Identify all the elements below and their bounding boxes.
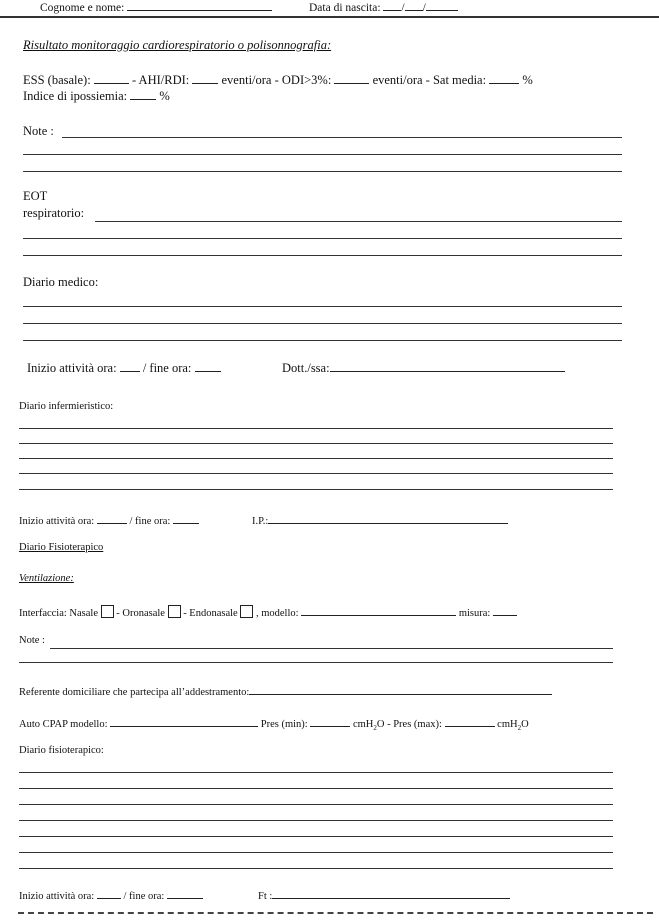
infermieristico-line[interactable] (19, 443, 613, 444)
sat-field[interactable] (489, 72, 519, 84)
interfaccia-row: Interfaccia: Nasale - Oronasale - Endonasale , modello: misura: (19, 604, 517, 619)
dob-day-field[interactable] (383, 0, 401, 11)
fisio-diario-line[interactable] (19, 820, 613, 821)
ahi-field[interactable] (192, 72, 218, 84)
referente-row: Referente domiciliare che partecipa all’addestramento: (19, 683, 552, 698)
diario-medico-title: Diario medico: (23, 275, 99, 289)
ess-field[interactable] (94, 72, 129, 84)
inf-end-field[interactable] (173, 512, 199, 524)
ip-field[interactable] (268, 512, 508, 524)
fisio-start-field[interactable] (97, 887, 121, 899)
eot-label: EOT (23, 189, 48, 203)
medico-line[interactable] (23, 306, 622, 307)
dob-row: Data di nascita: / / (309, 0, 458, 14)
fisio-diario-line[interactable] (19, 788, 613, 789)
endonasale-checkbox[interactable] (240, 605, 253, 618)
fisio-times-row: Inizio attività ora: / fine ora: (19, 887, 203, 902)
dott-field[interactable] (330, 360, 565, 372)
ipossiemia-field[interactable] (130, 88, 156, 100)
ft-row: Ft : (258, 887, 510, 902)
modello-field[interactable] (301, 604, 456, 616)
unit-cmh2o: cmH$_2$O (497, 719, 529, 733)
nasale-checkbox[interactable] (101, 605, 114, 618)
medico-start-field[interactable] (120, 360, 140, 372)
diario-fisio-label: Diario fisioterapico: (19, 745, 104, 756)
autocpap-model-field[interactable] (110, 715, 258, 727)
note-label: Note : (23, 124, 54, 138)
fisio-note-label: Note : (19, 635, 45, 646)
pres-min-field[interactable] (310, 715, 350, 727)
fisio-diario-line[interactable] (19, 836, 613, 837)
fisio-diario-line[interactable] (19, 868, 613, 869)
ventilazione-title: Ventilazione: (19, 573, 74, 584)
page-footer-divider (18, 912, 653, 914)
referente-field[interactable] (249, 683, 552, 695)
name-label: Cognome e nome: (40, 2, 125, 14)
medico-end-field[interactable] (195, 360, 221, 372)
eot-respiratorio-label: respiratorio: (23, 206, 85, 220)
name-field[interactable] (127, 0, 272, 11)
infermieristico-line[interactable] (19, 428, 613, 429)
infermieristico-line[interactable] (19, 473, 613, 474)
fisio-note-line[interactable] (50, 648, 613, 649)
medico-line[interactable] (23, 340, 622, 341)
infermieristico-line[interactable] (19, 489, 613, 490)
fisio-note-line[interactable] (19, 662, 613, 663)
unit-cmh2o: cmH$_2$O (352, 719, 385, 733)
diario-infermieristico-title: Diario infermieristico: (19, 401, 114, 412)
monitoring-title: Risultato monitoraggio cardiorespiratorio o polisonnografia: (23, 38, 332, 52)
header-divider (0, 16, 659, 18)
infermieristico-line[interactable] (19, 458, 613, 459)
note-line[interactable] (23, 171, 622, 172)
autocpap-row: Auto CPAP modello: Pres (min): cmH$_2$O - Pres (max): cmH$_2$O (19, 715, 529, 732)
ess-row: ESS (basale): - AHI/RDI: eventi/ora - ODI>3%: eventi/ora - Sat media: % (23, 73, 533, 87)
ft-field[interactable] (272, 887, 510, 899)
oronasale-checkbox[interactable] (168, 605, 181, 618)
diario-fisioterapico-title: Diario Fisioterapico (19, 542, 104, 553)
pres-max-field[interactable] (445, 715, 495, 727)
dob-year-field[interactable] (426, 0, 458, 11)
fisio-diario-line[interactable] (19, 804, 613, 805)
ip-row: I.P.: (252, 512, 508, 527)
fisio-end-field[interactable] (167, 887, 203, 899)
inf-start-field[interactable] (97, 512, 127, 524)
note-line[interactable] (23, 154, 622, 155)
eot-line[interactable] (23, 255, 622, 256)
header-row (40, 0, 272, 14)
ipossiemia-row: Indice di ipossiemia: % (23, 89, 170, 103)
odi-field[interactable] (334, 72, 369, 84)
infermieristico-times-row: Inizio attività ora: / fine ora: (19, 512, 199, 527)
note-line[interactable] (62, 137, 622, 138)
dott-row: Dott./ssa: (282, 360, 565, 376)
misura-field[interactable] (493, 604, 517, 616)
medico-times-row: Inizio attività ora: / fine ora: (27, 360, 221, 376)
eot-line[interactable] (95, 221, 622, 222)
eot-line[interactable] (23, 238, 622, 239)
fisio-diario-line[interactable] (19, 772, 613, 773)
medico-line[interactable] (23, 323, 622, 324)
dob-month-field[interactable] (405, 0, 423, 11)
fisio-diario-line[interactable] (19, 852, 613, 853)
dob-label: Data di nascita: (309, 2, 381, 14)
